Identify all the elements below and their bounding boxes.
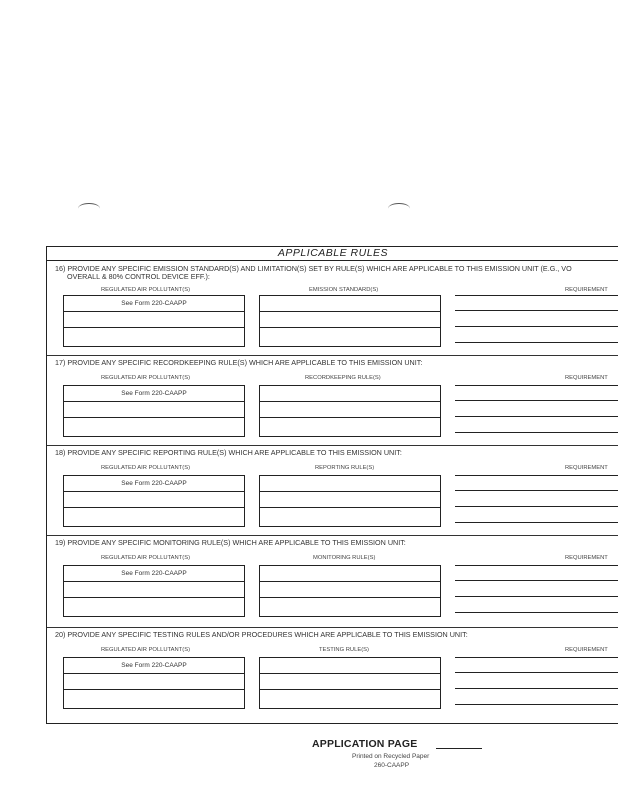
pollutant-box[interactable] [63,385,245,437]
col-head-requirement: REQUIREMENT [565,375,608,381]
requirement-lines[interactable] [455,385,618,433]
entry-line[interactable] [455,581,618,597]
page-number-blank[interactable] [436,748,482,749]
entry-line[interactable] [455,385,618,401]
entry-line[interactable] [455,565,618,581]
requirement-lines[interactable] [455,295,618,343]
entry-row[interactable] [260,598,440,614]
entry-row[interactable] [64,674,244,690]
form-title: APPLICABLE RULES [277,247,389,259]
recycled-paper-note: Printed on Recycled Paper [352,753,430,760]
question-16: 16) PROVIDE ANY SPECIFIC EMISSION STANDARD(S) AND LIMITATION(S) SET BY RULE(S) WHICH ARE APPLICABLE TO THIS EMISSION UNIT (E.G., VO [55,264,572,273]
entry-row[interactable] [64,582,244,598]
entry-line[interactable] [455,311,618,327]
application-page-label: APPLICATION PAGE [312,738,418,750]
applicable-rules-form [46,246,618,724]
question-19: 19) PROVIDE ANY SPECIFIC MONITORING RULE(S) WHICH ARE APPLICABLE TO THIS EMISSION UNIT: [55,538,406,547]
entry-row[interactable] [260,566,440,582]
entry-row[interactable] [64,690,244,706]
col-head-requirement: REQUIREMENT [565,287,608,293]
entry-line[interactable] [455,295,618,311]
entry-row[interactable]: See Form 220-CAAPP [64,566,244,582]
entry-row[interactable] [260,312,440,328]
entry-row[interactable] [260,582,440,598]
pollutant-box[interactable] [63,295,245,347]
entry-line[interactable] [455,673,618,689]
pollutant-box[interactable] [63,657,245,709]
entry-row[interactable]: See Form 220-CAAPP [64,658,244,674]
entry-row[interactable] [64,492,244,508]
entry-row[interactable] [64,328,244,344]
requirement-lines[interactable] [455,475,618,523]
entry-row[interactable]: See Form 220-CAAPP [64,296,244,312]
title-divider [47,260,618,261]
entry-row[interactable] [64,402,244,418]
entry-row[interactable] [260,296,440,312]
col-head-requirement: REQUIREMENT [565,465,608,471]
entry-row[interactable] [260,658,440,674]
question-17: 17) PROVIDE ANY SPECIFIC RECORDKEEPING RULE(S) WHICH ARE APPLICABLE TO THIS EMISSION UNIT: [55,358,423,367]
entry-row[interactable] [64,418,244,434]
section-divider [47,627,618,628]
col-head-rule: TESTING RULE(S) [319,647,369,653]
question-18: 18) PROVIDE ANY SPECIFIC REPORTING RULE(S) WHICH ARE APPLICABLE TO THIS EMISSION UNIT: [55,448,402,457]
entry-line[interactable] [455,507,618,523]
entry-row[interactable] [260,386,440,402]
entry-row[interactable] [260,402,440,418]
question-20: 20) PROVIDE ANY SPECIFIC TESTING RULES AND/OR PROCEDURES WHICH ARE APPLICABLE TO THIS EMISSION UNIT: [55,630,468,639]
entry-row[interactable] [260,418,440,434]
scan-artifact-left [78,203,100,214]
entry-row[interactable] [260,690,440,706]
col-head-pollutant: REGULATED AIR POLLUTANT(S) [101,375,191,381]
col-head-rule: MONITORING RULE(S) [313,555,376,561]
entry-line[interactable] [455,657,618,673]
rule-box[interactable] [259,385,441,437]
question-16-line2: OVERALL & 80% CONTROL DEVICE EFF.): [67,272,210,281]
entry-row[interactable]: See Form 220-CAAPP [64,386,244,402]
col-head-pollutant: REGULATED AIR POLLUTANT(S) [101,555,191,561]
entry-line[interactable] [455,327,618,343]
col-head-pollutant: REGULATED AIR POLLUTANT(S) [101,647,191,653]
pollutant-box[interactable] [63,565,245,617]
rule-box[interactable] [259,295,441,347]
col-head-rule: RECORDKEEPING RULE(S) [305,375,381,381]
entry-row[interactable] [260,492,440,508]
entry-line[interactable] [455,417,618,433]
form-number: 260-CAAPP [374,762,410,769]
section-reporting [47,447,618,535]
entry-line[interactable] [455,689,618,705]
requirement-lines[interactable] [455,657,618,705]
rule-box[interactable] [259,565,441,617]
col-head-rule: EMISSION STANDARD(S) [309,287,379,293]
section-testing [47,629,618,721]
col-head-pollutant: REGULATED AIR POLLUTANT(S) [101,287,191,293]
entry-line[interactable] [455,401,618,417]
entry-row[interactable] [64,508,244,524]
entry-row[interactable] [260,674,440,690]
col-head-requirement: REQUIREMENT [565,555,608,561]
pollutant-box[interactable] [63,475,245,527]
entry-row[interactable]: See Form 220-CAAPP [64,476,244,492]
section-divider [47,535,618,536]
col-head-rule: REPORTING RULE(S) [315,465,375,471]
rule-box[interactable] [259,657,441,709]
entry-line[interactable] [455,475,618,491]
entry-line[interactable] [455,491,618,507]
entry-row[interactable] [260,328,440,344]
entry-row[interactable] [260,476,440,492]
requirement-lines[interactable] [455,565,618,613]
section-recordkeeping [47,357,618,445]
entry-row[interactable] [64,312,244,328]
entry-row[interactable] [260,508,440,524]
section-emission-standards [47,263,618,355]
col-head-pollutant: REGULATED AIR POLLUTANT(S) [101,465,191,471]
entry-line[interactable] [455,597,618,613]
rule-box[interactable] [259,475,441,527]
entry-row[interactable] [64,598,244,614]
scan-artifact-right [388,203,410,214]
section-monitoring [47,537,618,625]
section-divider [47,445,618,446]
col-head-requirement: REQUIREMENT [565,647,608,653]
section-divider [47,355,618,356]
